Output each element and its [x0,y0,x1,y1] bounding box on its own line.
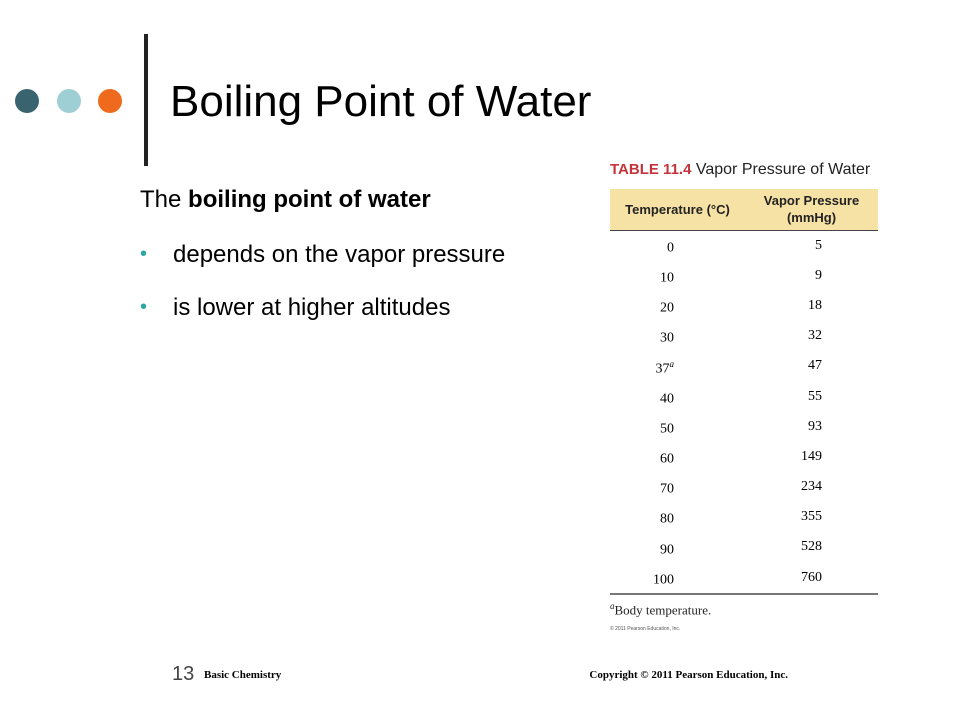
pressure-cell: 9 [815,267,822,283]
temperature-value: 100 [653,572,674,588]
temperature-value: 80 [660,512,674,528]
temperature-cell [610,412,745,442]
temperature-value: 50 [660,421,674,437]
column-header-temperature: Temperature (°C) [610,189,745,231]
table-row [610,321,878,351]
table-caption [610,160,878,179]
temperature-footnote-mark: a [669,358,674,369]
pressure-cell: 93 [808,418,822,434]
temperature-cell [610,321,745,351]
temperature-value: 40 [660,391,674,407]
temperature-value: 30 [660,331,674,347]
bullet-item [140,240,510,269]
temperature-cell [610,472,745,502]
table-row [610,382,878,412]
temperature-value: 0 [667,240,674,256]
bullet-item [140,293,510,322]
intro-prefix: The [140,186,189,213]
table-caption-text: Vapor Pressure of Water [695,161,871,178]
pressure-cell: 47 [808,358,822,374]
table-label: TABLE 11.4 [610,161,692,178]
decor-dot-light [57,89,81,113]
bullet-text: depends on the vapor pressure [173,241,506,268]
pressure-cell: 149 [801,448,822,464]
footnote-mark: a [610,600,615,611]
temperature-cell [610,261,745,291]
footer-course: Basic Chemistry [204,669,282,681]
temperature-cell [610,291,745,321]
table-row [610,472,878,502]
pressure-cell: 32 [808,328,822,344]
table-row [610,352,878,382]
bullet-icon: • [140,243,148,265]
temperature-cell [610,442,745,472]
table-copyright: © 2011 Pearson Education, Inc. [610,626,681,633]
table-body [610,231,878,594]
table-row [610,502,878,532]
temperature-value: 20 [660,300,674,316]
temperature-value: 60 [660,451,674,467]
vapor-pressure-table [610,160,878,632]
bullet-list [140,240,510,346]
table-row [610,563,878,594]
decor-dot-orange [98,89,122,113]
pressure-cell: 528 [801,539,822,555]
pressure-cell: 55 [808,388,822,404]
data-table [610,189,878,595]
table-footnote [610,601,878,618]
temperature-cell [610,382,745,412]
intro-line [140,184,431,216]
pressure-cell: 355 [801,509,822,525]
decor-dot-dark [15,89,39,113]
temperature-value: 37 [655,361,670,377]
temperature-cell [610,231,745,262]
page-number: 13 [172,663,195,685]
temperature-cell [610,502,745,532]
temperature-cell [610,352,745,382]
table-row [610,442,878,472]
pressure-cell: 18 [808,298,822,314]
table-row [610,412,878,442]
slide-title: Boiling Point of Water [170,77,592,126]
footnote-text: Body temperature. [614,602,712,618]
temperature-cell [610,563,745,594]
table-row [610,533,878,563]
pressure-cell: 5 [815,237,822,253]
temperature-value: 10 [660,270,674,286]
pressure-cell: 760 [745,563,878,594]
bullet-text: is lower at higher altitudes [173,294,451,321]
temperature-value: 90 [660,542,674,558]
decor-vertical-line [144,34,148,166]
pressure-cell: 234 [801,479,822,495]
footer-copyright: Copyright © 2011 Pearson Education, Inc. [589,669,788,681]
table-row [610,261,878,291]
intro-bold: boiling point of water [188,186,431,213]
column-header-vapor-pressure: Vapor Pressure (mmHg) [745,189,878,231]
table-row [610,291,878,321]
temperature-value: 70 [660,481,674,497]
bullet-icon: • [140,296,148,318]
table-row [610,231,878,262]
temperature-cell [610,533,745,563]
